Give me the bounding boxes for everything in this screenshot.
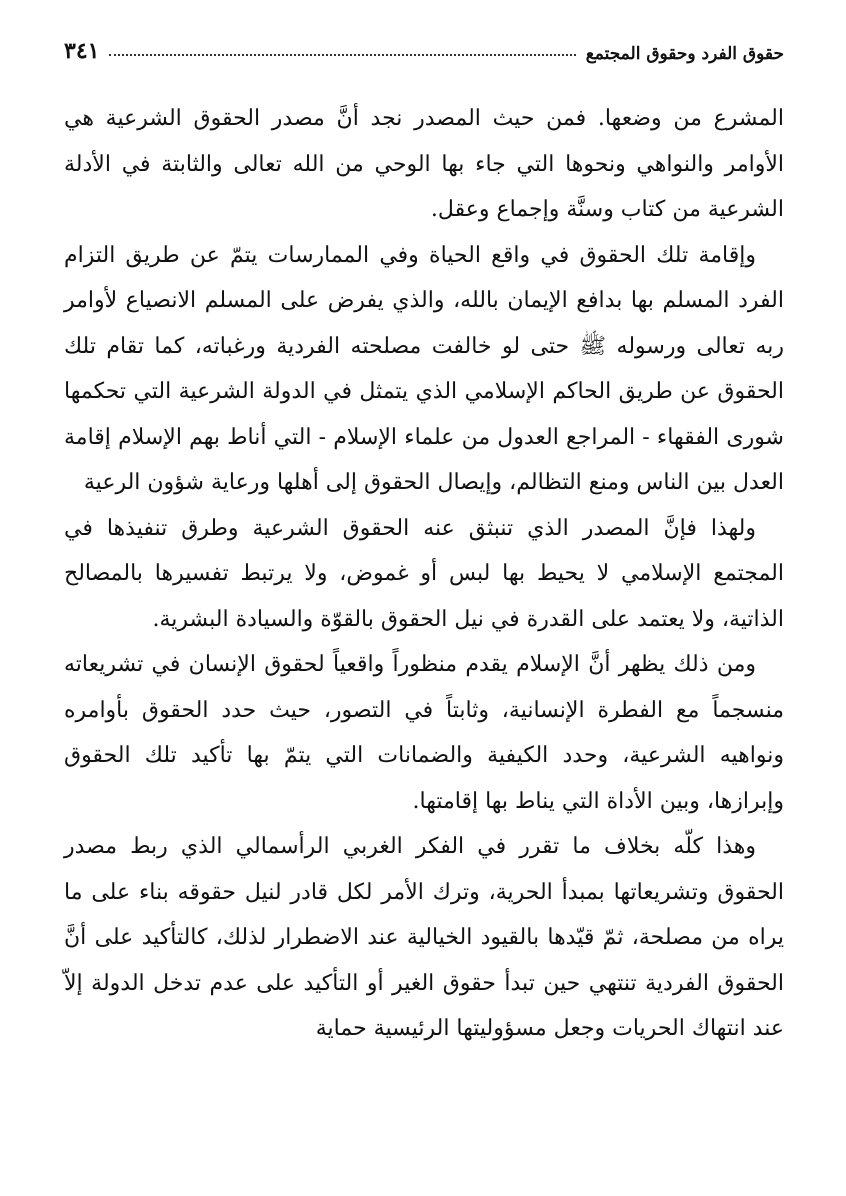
paragraph: وإقامة تلك الحقوق في واقع الحياة وفي الممارسات يتمّ عن طريق التزام الفرد المسلم بها بدافع الإيمان بالله، والذي يفرض على المسلم الانصياع لأوامر ربه تعالى ورسوله ﷺ حتى لو خالفت مصلحته الفردية ورغباته، كما تقام تلك الحقوق عن طريق الحاكم الإسلامي الذي يتمثل في الدولة الشرعية التي تحكمها شورى الفقهاء - المراجع العدول من علماء الإسلام - التي أناط بهم الإسلام إقامة العدل بين الناس ومنع التظالم، وإيصال الحقوق إلى أهلها ورعاية شؤون الرعية — [64, 242, 784, 495]
paragraph: المشرع من وضعها. فمن حيث المصدر نجد أنَّ مصدر الحقوق الشرعية هي الأوامر والنواهي ونحوها التي جاء بها الوحي من الله تعالى والثابتة في الأدلة الشرعية من كتاب وسنَّة وإجماع وعقل. — [64, 106, 784, 222]
paragraph: ولهذا فإنَّ المصدر الذي تنبثق عنه الحقوق الشرعية وطرق تنفيذها في المجتمع الإسلامي لا يحيط بها لبس أو غموض، ولا يرتبط تفسيرها بالمصالح الذاتية، ولا يعتمد على القدرة في نيل الحقوق بالقوّة والسيادة البشرية. — [64, 515, 784, 632]
body-text — [64, 96, 784, 1052]
page-header — [64, 30, 784, 64]
page-number: ٣٤١ — [64, 38, 100, 64]
running-title: حقوق الفرد وحقوق المجتمع — [585, 44, 784, 64]
header-dot-leader — [109, 54, 575, 56]
paragraph: ومن ذلك يظهر أنَّ الإسلام يقدم منظوراً واقعياً لحقوق الإنسان في تشريعاته منسجماً مع الفطرة الإنسانية، وثابتاً في التصور، حيث حدد الحقوق بأوامره ونواهيه الشرعية، وحدد الكيفية والضمانات التي يتمّ بها تأكيد تلك الحقوق وإبرازها، وبين الأداة التي يناط بها إقامتها. — [64, 652, 784, 814]
paragraph: وهذا كلّه بخلاف ما تقرر في الفكر الغربي الرأسمالي الذي ربط مصدر الحقوق وتشريعاتها بمبدأ الحرية، وترك الأمر لكل قادر لنيل حقوقه بناء على ما يراه من مصلحة، ثمّ قيّدها بالقيود الخيالية عند الاضطرار لذلك، كالتأكيد على أنَّ الحقوق الفردية تنتهي حين تبدأ حقوق الغير أو التأكيد على عدم تدخل الدولة إلاّ عند انتهاك الحريات وجعل مسؤوليتها الرئيسية حماية — [64, 834, 784, 1041]
